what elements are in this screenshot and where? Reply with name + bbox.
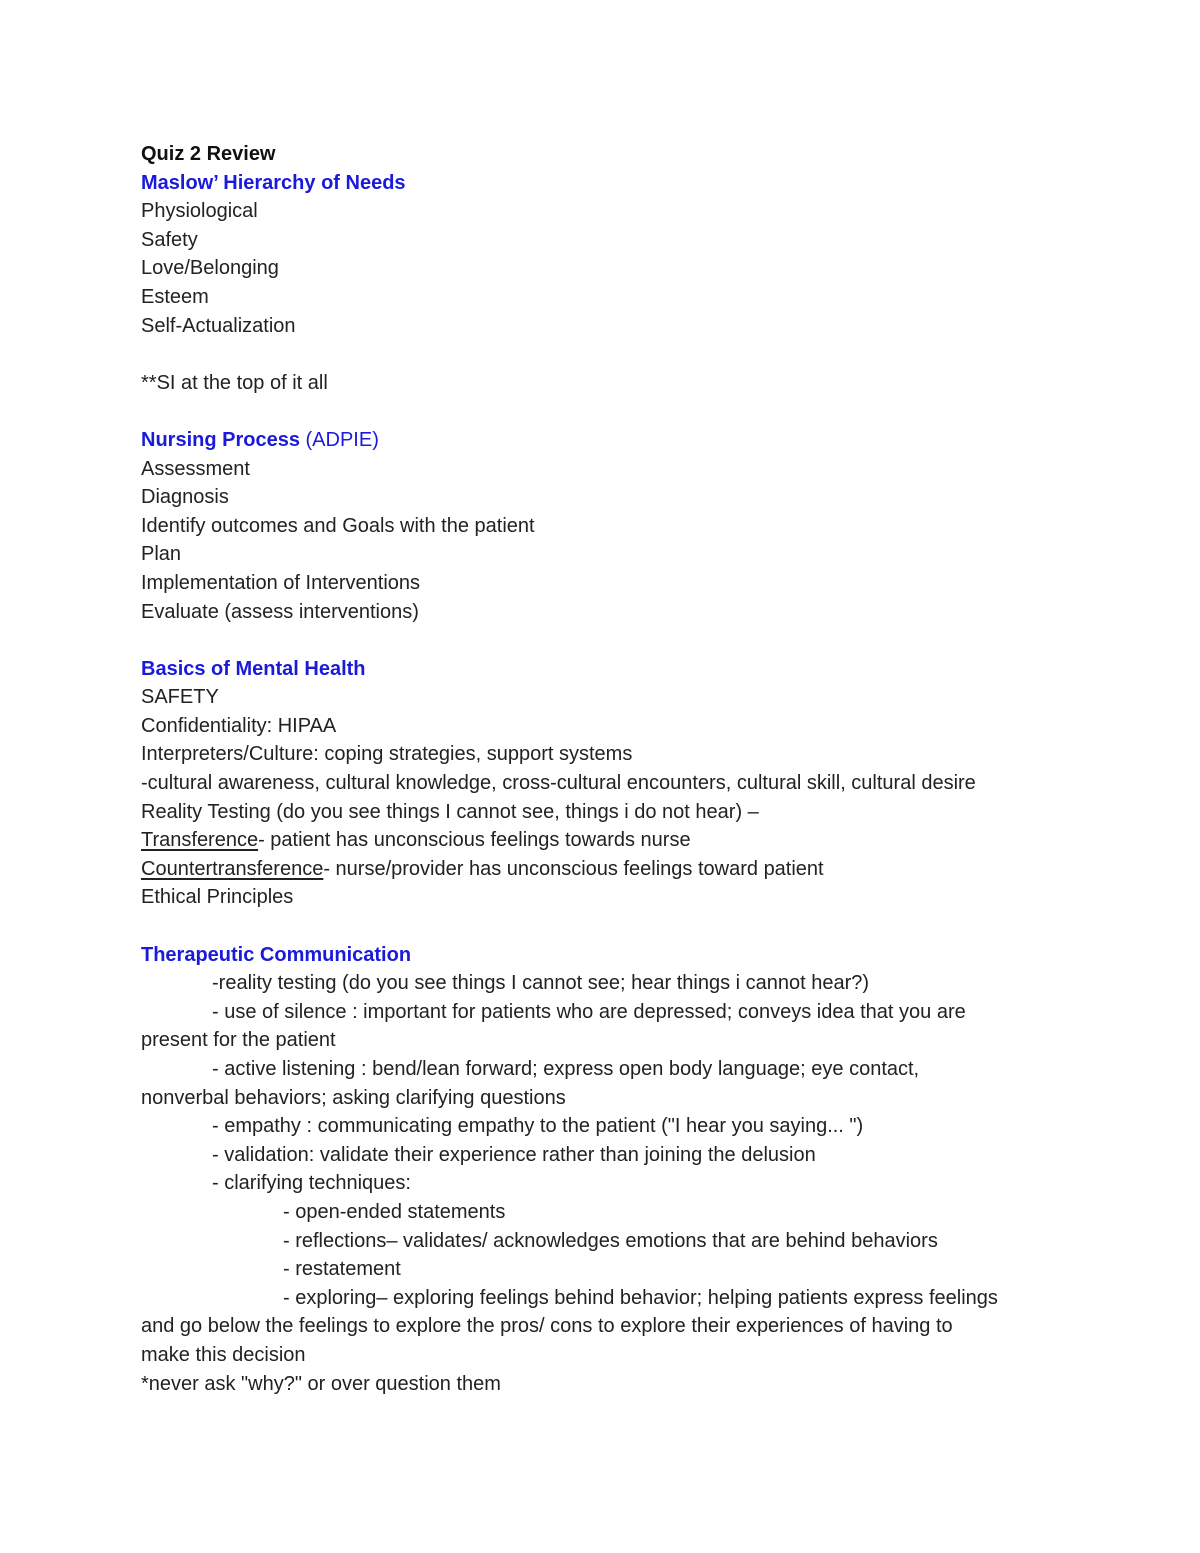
maslow-item: Physiological [141,200,258,223]
countertransference-definition: - nurse/provider has unconscious feelings toward patient [323,857,824,880]
clarifying-item: - clarifying techniques: [212,1172,411,1195]
transference-definition: - patient has unconscious feelings towards nurse [258,829,691,852]
ethical-principles: Ethical Principles [141,886,294,909]
nursing-item: Diagnosis [141,486,229,509]
spacer [141,912,1071,941]
basics-item: Reality Testing (do you see things I cannot see, things i do not hear) – [141,800,759,823]
never-ask-note: *never ask "why?" or over question them [141,1372,501,1395]
transference-line [141,826,1071,855]
document-title: Quiz 2 Review [141,143,276,165]
spacer [141,626,1071,655]
basics-heading: Basics of Mental Health [141,657,366,680]
nursing-heading-line [141,426,1071,455]
nursing-item: Plan [141,543,182,566]
basics-item: Confidentiality: HIPAA [141,714,337,737]
clarifying-subitem: - restatement [283,1258,401,1281]
spacer [141,397,1071,426]
spacer [141,340,1071,369]
active-listening-continued: nonverbal behaviors; asking clarifying questions [141,1086,566,1109]
transference-term: Transference [141,829,259,852]
nursing-item: Evaluate (assess interventions) [141,600,419,623]
therapeutic-heading: Therapeutic Communication [141,943,412,966]
reality-testing-item: -reality testing (do you see things I cannot see; hear things i cannot hear?) [212,972,870,995]
silence-item-continued: present for the patient [141,1029,336,1052]
basics-item: SAFETY [141,686,219,709]
maslow-item: Love/Belonging [141,257,279,280]
basics-item: -cultural awareness, cultural knowledge, cross-cultural encounters, cultural skill, cultural desire [141,772,976,795]
exploring-continued: and go below the feelings to explore the pros/ cons to explore their experiences of having to [141,1315,953,1338]
basics-item: Interpreters/Culture: coping strategies, support systems [141,743,633,766]
exploring-subitem: - exploring– exploring feelings behind behavior; helping patients express feelings [283,1286,998,1309]
nursing-heading: Nursing Process [141,428,300,451]
clarifying-subitem: - reflections– validates/ acknowledges emotions that are behind behaviors [283,1229,938,1252]
silence-item: - use of silence : important for patients who are depressed; conveys idea that you are [212,1000,966,1023]
empathy-item: - empathy : communicating empathy to the patient ("I hear you saying... ") [212,1115,864,1138]
maslow-note: **SI at the top of it all [141,371,328,394]
maslow-item: Safety [141,228,198,251]
maslow-item: Self-Actualization [141,314,296,337]
maslow-item: Esteem [141,285,209,308]
clarifying-subitem: - open-ended statements [283,1200,506,1223]
nursing-heading-suffix: (ADPIE) [299,428,379,451]
nursing-item: Assessment [141,457,250,480]
exploring-continued: make this decision [141,1343,306,1366]
maslow-heading: Maslow’ Hierarchy of Needs [141,171,406,194]
countertransference-line [141,855,1071,884]
validation-item: - validation: validate their experience rather than joining the delusion [212,1143,816,1166]
countertransference-term: Countertransference [141,857,324,880]
nursing-item: Implementation of Interventions [141,571,421,594]
active-listening-item: - active listening : bend/lean forward; express open body language; eye contact, [212,1058,920,1080]
nursing-item: Identify outcomes and Goals with the patient [141,514,535,537]
document-page [141,140,1071,1398]
